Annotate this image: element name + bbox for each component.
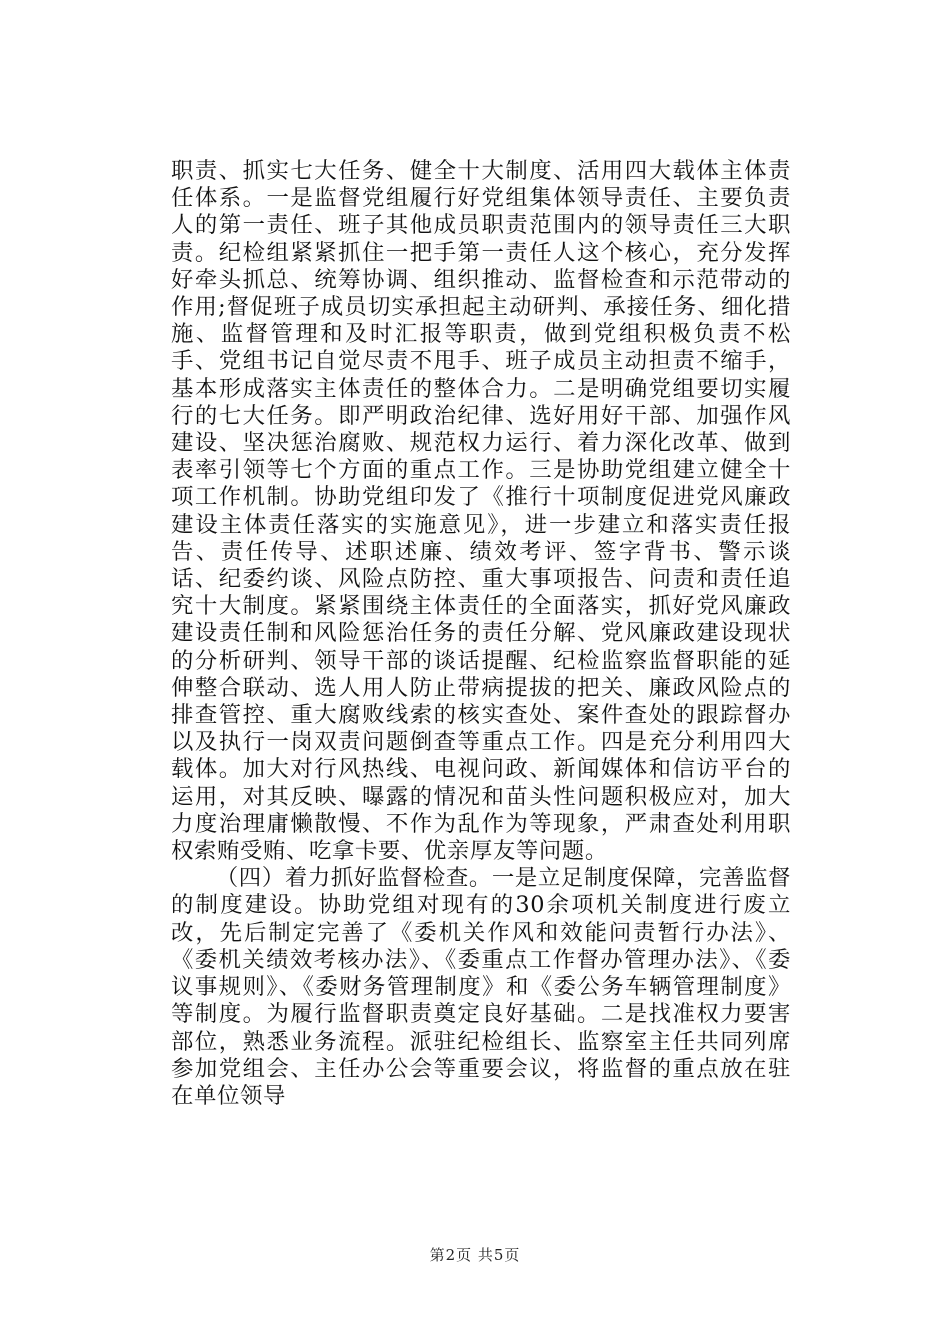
body-text: [171, 158, 791, 1110]
paragraph-2: （四）着力抓好监督检查。一是立足制度保障，完善监督的制度建设。协助党组对现有的30余项机关制度进行废立改，先后制定完善了《委机关作风和效能问责暂行办法》、《委机关绩效考核办法》、《委重点工作督办管理办法》、《委议事规则》、《委财务管理制度》和《委公务车辆管理制度》等制度。为履行监督职责奠定良好基础。二是找准权力要害部位，熟悉业务流程。派驻纪检组长、监察室主任共同列席参加党组会、主任办公会等重要会议，将监督的重点放在驻在单位领导: [171, 865, 791, 1109]
page-number: 第2页 共5页: [429, 1246, 521, 1264]
paragraph-1: 职责、抓实七大任务、健全十大制度、活用四大载体主体责任体系。一是监督党组履行好党组集体领导责任、主要负责人的第一责任、班子其他成员职责范围内的领导责任三大职责。纪检组紧紧抓住一把手第一责任人这个核心，充分发挥好牵头抓总、统筹协调、组织推动、监督检查和示范带动的作用;督促班子成员切实承担起主动研判、承接任务、细化措施、监督管理和及时汇报等职责，做到党组积极负责不松手、党组书记自觉尽责不甩手、班子成员主动担责不缩手，基本形成落实主体责任的整体合力。二是明确党组要切实履行的七大任务。即严明政治纪律、选好用好干部、加强作风建设、坚决惩治腐败、规范权力运行、着力深化改革、做到表率引领等七个方面的重点工作。三是协助党组建立健全十项工作机制。协助党组印发了《推行十项制度促进党风廉政建设主体责任落实的实施意见》，进一步建立和落实责任报告、责任传导、述职述廉、绩效考评、签字背书、警示谈话、纪委约谈、风险点防控、重大事项报告、问责和责任追究十大制度。紧紧围绕主体责任的全面落实，抓好党风廉政建设责任制和风险惩治任务的责任分解、党风廉政建设现状的分析研判、领导干部的谈话提醒、纪检监察监督职能的延伸整合联动、选人用人防止带病提拔的把关、廉政风险点的排查管控、重大腐败线索的核实查处、案件查处的跟踪督办以及执行一岗双责问题倒查等重点工作。四是充分利用四大载体。加大对行风热线、电视问政、新闻媒体和信访平台的运用，对其反映、曝露的情况和苗头性问题积极应对，加大力度治理庸懒散慢、不作为乱作为等现象，严肃查处利用职权索贿受贿、吃拿卡要、优亲厚友等问题。: [171, 158, 791, 865]
